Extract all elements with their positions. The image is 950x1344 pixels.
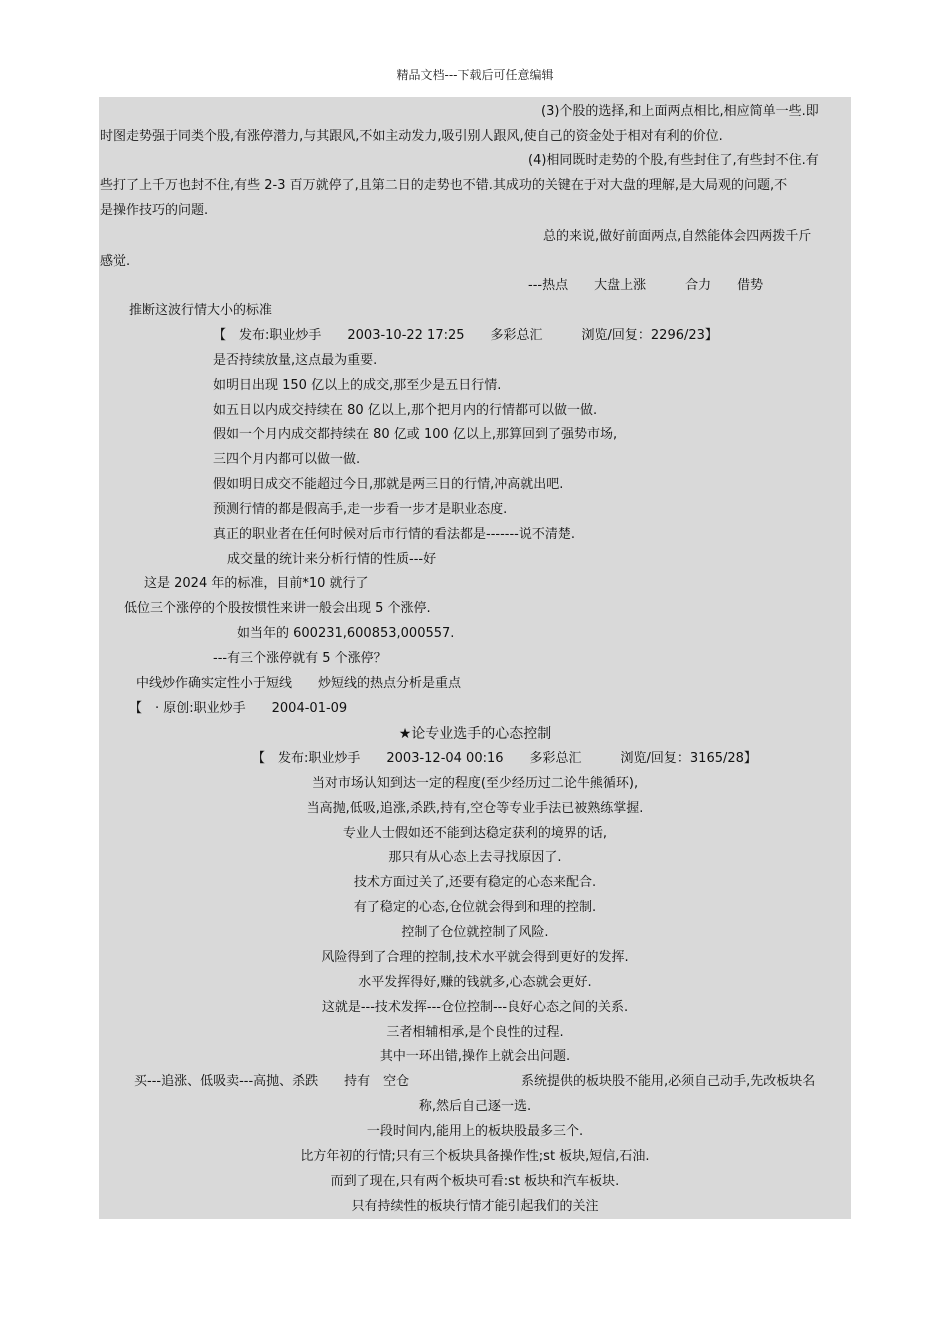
original-meta: 【 · 原创:职业炒手 2004-01-09 (129, 701, 348, 716)
trade-line: 系统提供的板块股不能用,必须自己动手,先改板块名 (521, 1074, 816, 1089)
note-line: 成交量的统计来分析行情的性质---好 (227, 552, 437, 567)
post-line: 控制了仓位就控制了风险. (401, 925, 549, 940)
post-line: 是否持续放量,这点最为重要. (213, 353, 378, 368)
para-line: 总的来说,做好前面两点,自然能体会四两拨千斤 (543, 229, 812, 244)
note-line: 这是 2024 年的标准，目前*10 就行了 (144, 576, 369, 591)
post-line: 如五日以内成交持续在 80 亿以上,那个把月内的行情都可以做一做. (213, 403, 598, 418)
post-line: 真正的职业者在任何时候对后市行情的看法都是-------说不清楚. (213, 527, 575, 542)
note-line: ---有三个涨停就有 5 个涨停？ (213, 651, 387, 666)
post-line: 预测行情的都是假高手,走一步看一步才是职业态度. (213, 502, 508, 517)
post-title: 推断这波行情大小的标准 (129, 303, 273, 318)
document-body (99, 97, 851, 1219)
trade-line: 只有持续性的板块行情才能引起我们的关注 (351, 1199, 599, 1214)
post-line: 其中一环出错,操作上就会出问题. (379, 1049, 571, 1064)
trade-terms: 买---追涨、低吸卖---高抛、杀跌 持有 空仓 (134, 1074, 410, 1089)
note-line: 低位三个涨停的个股按惯性来讲一般会出现 5 个涨停. (124, 601, 431, 616)
post-line: 当高抛,低吸,追涨,杀跌,持有,空仓等专业手法已被熟练掌握. (306, 801, 644, 816)
post-line: 当对市场认知到达一定的程度(至少经历过二论牛熊循环), (311, 776, 639, 791)
para-line: 是操作技巧的问题. (100, 203, 209, 218)
trade-line: 称,然后自己逐一选. (418, 1099, 532, 1114)
trade-line: 一段时间内,能用上的板块股最多三个. (366, 1124, 584, 1139)
hot-keywords: ---热点 大盘上涨 合力 借势 (528, 278, 764, 293)
para-line: (3)个股的选择,和上面两点相比,相应简单一些.即 (541, 104, 819, 119)
post-line: 水平发挥得好,赚的钱就多,心态就会更好. (358, 975, 592, 990)
post-line: 风险得到了合理的控制,技术水平就会得到更好的发挥. (321, 950, 629, 965)
para-line: 感觉. (100, 254, 131, 269)
para-line: (4)相同既时走势的个股,有些封住了,有些封不住.有 (528, 153, 819, 168)
para-line: 些打了上千万也封不住,有些 2-3 百万就停了,且第二日的走势也不错.其成功的关键在于对大盘的理解,是大局观的问题,不 (100, 178, 788, 193)
post-line: 假如一个月内成交都持续在 80 亿或 100 亿以上,那算回到了强势市场, (213, 427, 618, 442)
trade-line: 而到了现在,只有两个板块可看:st 板块和汽车板块. (330, 1174, 620, 1189)
post-meta: 【 发布:职业炒手 2003-10-22 17:25 多彩总汇 浏览/回复：2296/23】 (213, 328, 718, 343)
page-header: 精品文档---下载后可任意编辑 (396, 68, 554, 82)
post-line: 有了稳定的心态,仓位就会得到和理的控制. (353, 900, 597, 915)
post-line: 专业人士假如还不能到达稳定获利的境界的话, (342, 826, 608, 841)
trade-line: 比方年初的行情;只有三个板块具备操作性;st 板块,短信,石油. (300, 1149, 650, 1164)
post-line: 三四个月内都可以做一做. (213, 452, 361, 467)
post-line: 技术方面过关了,还要有稳定的心态来配合. (353, 875, 597, 890)
post-line: 这就是---技术发挥---仓位控制---良好心态之间的关系. (321, 1000, 629, 1015)
para-line: 时图走势强于同类个股,有涨停潜力,与其跟风,不如主动发力,吸引别人跟风,使自己的资金处于相对有利的价位. (100, 129, 723, 144)
post-line: 那只有从心态上去寻找原因了. (388, 850, 562, 865)
note-line: 如当年的 600231,600853,000557. (237, 626, 455, 641)
post-title: ★论专业选手的心态控制 (398, 726, 552, 742)
post-line: 如明日出现 150 亿以上的成交,那至少是五日行情. (213, 378, 502, 393)
post-meta: 【 发布:职业炒手 2003-12-04 00:16 多彩总汇 浏览/回复：3165/28】 (252, 751, 757, 766)
note-line: 中线炒作确实定性小于短线 炒短线的热点分析是重点 (136, 676, 462, 691)
post-line: 假如明日成交不能超过今日,那就是两三日的行情,冲高就出吧. (213, 477, 564, 492)
post-line: 三者相辅相承,是个良性的过程. (386, 1025, 564, 1040)
